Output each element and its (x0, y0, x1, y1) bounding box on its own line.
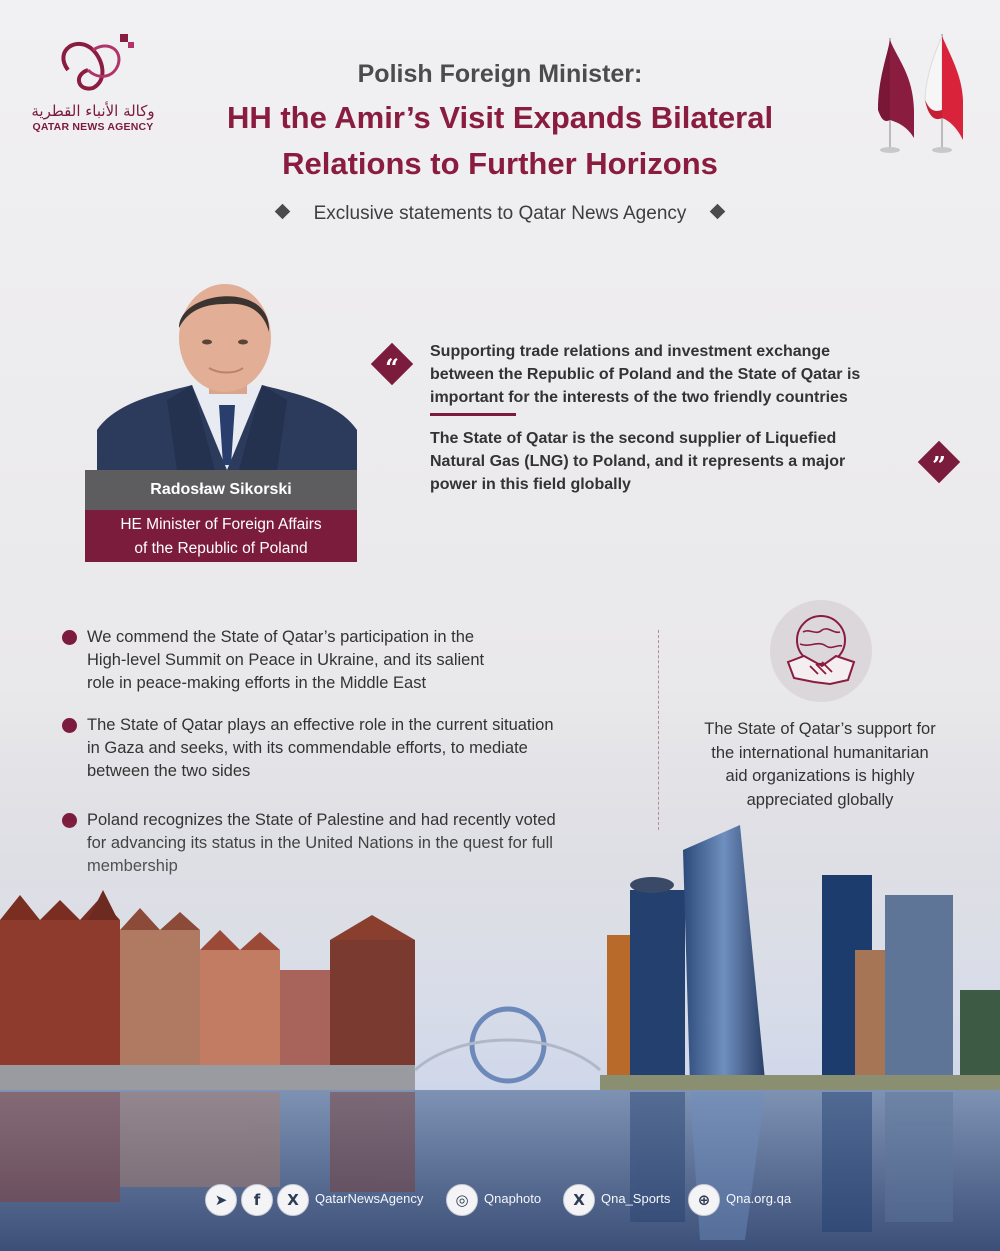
logo-english: QATAR NEWS AGENCY (32, 121, 154, 133)
aid-line: The State of Qatar’s support for (704, 720, 936, 738)
handle-website[interactable]: Qna.org.qa (726, 1191, 792, 1206)
handshake-globe-icon (770, 600, 872, 702)
handle-qnaphoto[interactable]: Qnaphoto (484, 1191, 542, 1206)
diamond-icon (710, 204, 726, 220)
bullet-icon (62, 718, 77, 733)
flags (868, 30, 978, 155)
role-line-2: of the Republic of Poland (134, 540, 308, 557)
statement-line: role in peace-making efforts in the Middle East (87, 674, 427, 692)
telegram-icon[interactable]: ➤ (205, 1184, 237, 1216)
diamond-icon (274, 204, 290, 220)
statement-2 (62, 714, 642, 783)
statement-line: The State of Qatar plays an effective role in the current situation (87, 716, 554, 734)
qna-logo-icon (48, 30, 138, 100)
x-icon[interactable]: X (277, 1184, 309, 1216)
headline-line-1: HH the Amir’s Visit Expands Bilateral (226, 100, 774, 135)
web-icon[interactable]: ⊕ (688, 1184, 720, 1216)
social-footer (0, 1180, 1000, 1220)
poland-flag (925, 34, 963, 153)
logo-arabic: وكالة الأنباء القطرية (31, 102, 155, 120)
instagram-icon[interactable]: ◎ (446, 1184, 478, 1216)
facebook-icon[interactable]: f (241, 1184, 273, 1216)
quote-1-line: Supporting trade relations and investment exchange (430, 343, 831, 360)
quote-2-line: Natural Gas (LNG) to Poland, and it represents a major (430, 453, 846, 470)
open-quote-icon: “ (371, 343, 413, 385)
person-name: Radosław Sikorski (85, 470, 357, 510)
x-icon[interactable]: X (563, 1184, 595, 1216)
statement-line: between the two sides (87, 762, 251, 780)
aid-line: appreciated globally (746, 790, 894, 809)
subtitle (200, 203, 800, 225)
handle-qatarnewsagency[interactable]: QatarNewsAgency (315, 1191, 424, 1206)
statement-1 (62, 626, 642, 695)
quote-2-line: The State of Qatar is the second supplier of Liquefied (430, 430, 837, 447)
aid-line: aid organizations is highly (725, 767, 915, 785)
close-quote-icon: ” (918, 441, 960, 483)
role-line-1: HE Minister of Foreign Affairs (120, 516, 322, 533)
quote-1-line: important for the interests of the two friendly countries (430, 389, 848, 406)
headline-line-2: Relations to Further Horizons (282, 146, 718, 181)
qna-logo (28, 30, 158, 133)
subtitle-text: Exclusive statements to Qatar News Agency (313, 203, 687, 224)
column-divider (658, 630, 659, 830)
handle-qna-sports[interactable]: Qna_Sports (601, 1191, 671, 1206)
headline-title (150, 95, 850, 187)
person-role (85, 510, 357, 562)
aid-line: the international humanitarian (711, 743, 929, 762)
bullet-icon (62, 630, 77, 645)
quote-2 (430, 427, 910, 496)
statement-line: High-level Summit on Peace in Ukraine, and its salient (87, 651, 485, 669)
qatar-flag (878, 38, 914, 153)
quote-1-line: between the Republic of Poland and the State of Qatar is (430, 366, 861, 383)
quote-1 (430, 340, 930, 409)
statement-line: We commend the State of Qatar’s participation in the (87, 628, 475, 646)
headline-kicker: Polish Foreign Minister: (357, 60, 643, 88)
quote-2-line: power in this field globally (430, 476, 631, 493)
quote-divider (430, 413, 516, 416)
aid-statement (680, 718, 960, 812)
statement-line: in Gaza and seeks, with its commendable efforts, to mediate (87, 739, 528, 757)
portrait-photo (97, 280, 357, 470)
